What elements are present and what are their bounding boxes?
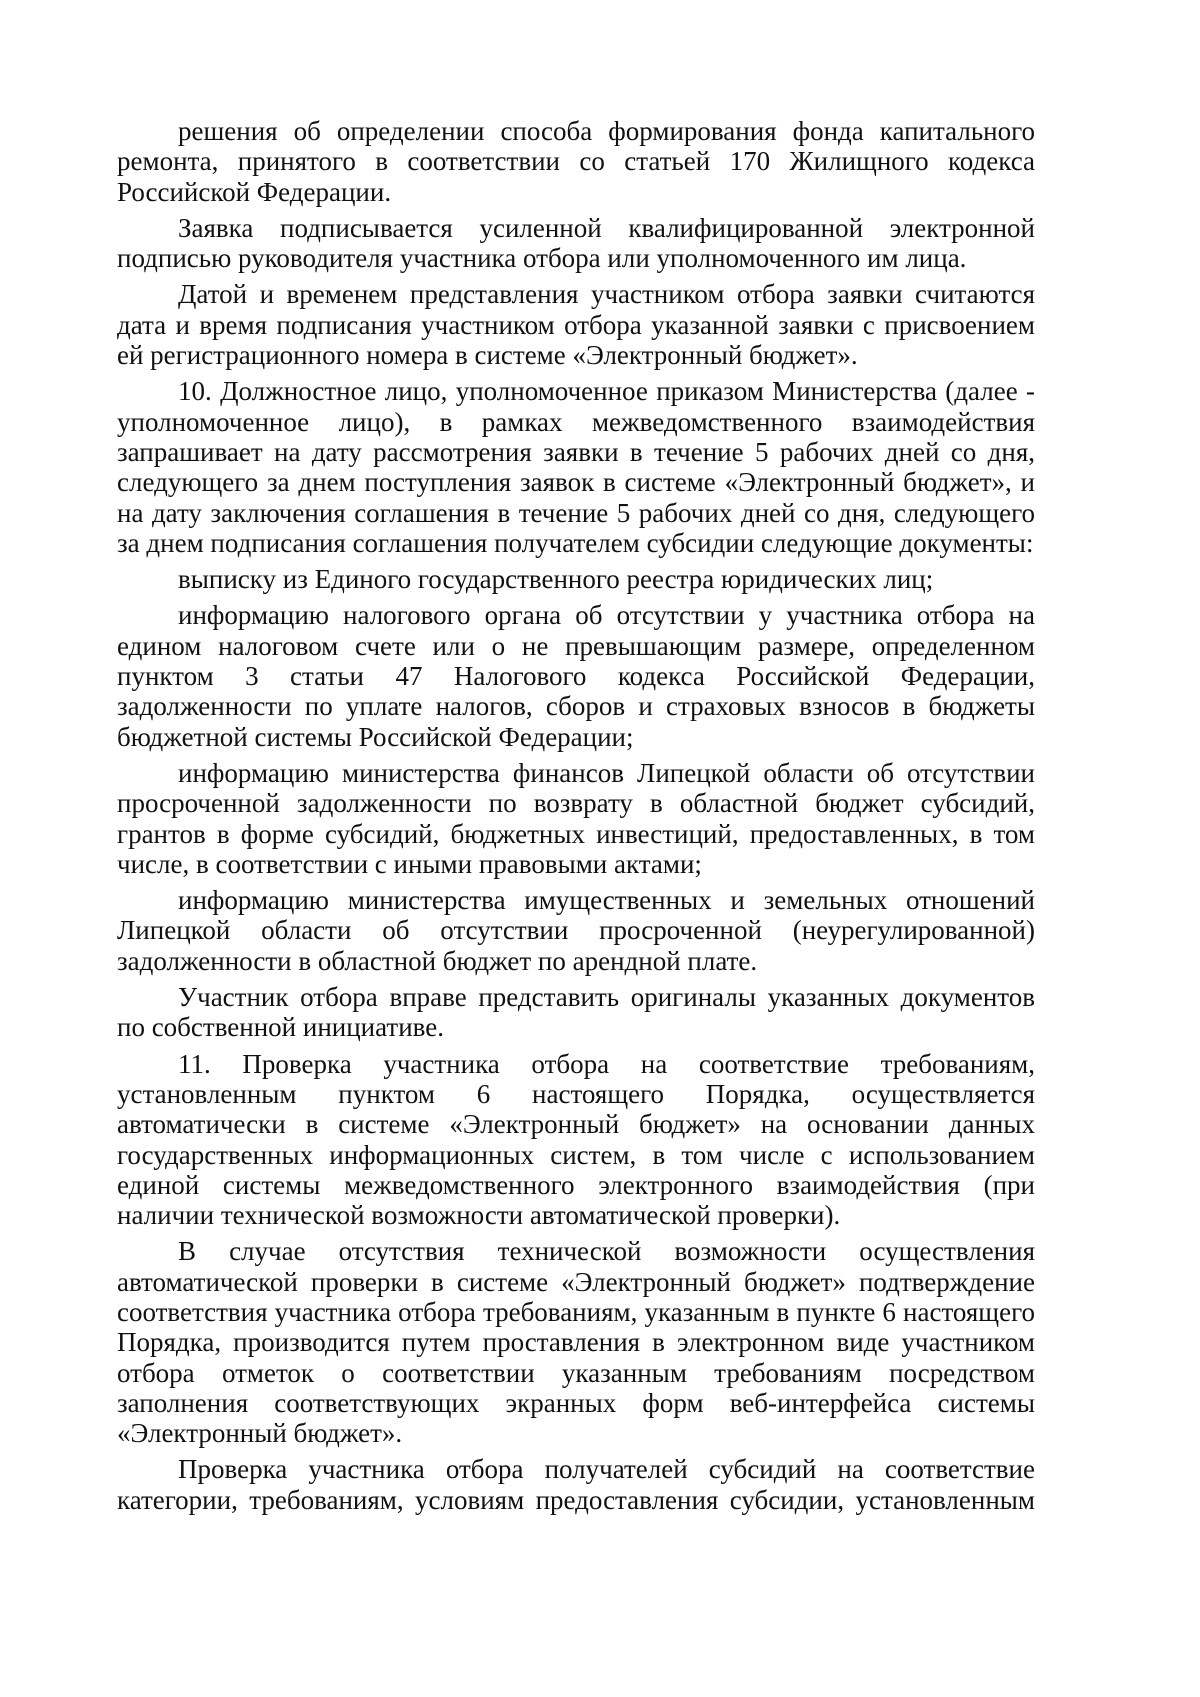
paragraph-2: Заявка подписывается усиленной квалифицированной электронной подписью руководителя участника отбора или уполномоченного им лица. [117,212,1035,274]
paragraph-8: информацию министерства имущественных и земельных отношений Липецкой области об отсутствии просроченной (неурегулированной) задолженности в областной бюджет по арендной плате. [117,885,1035,976]
paragraph-9: Участник отбора вправе представить оригиналы указанных документов по собственной инициативе. [117,982,1035,1043]
paragraph-10: 11. Проверка участника отбора на соответствие требованиям, установленным пунктом 6 настоящего Порядка, осуществляется автоматически в системе «Электронный бюджет» на основании данных государственных информационных систем, в том числе с использованием единой системы межведомственного электронного взаимодействия (при наличии технической возможности автоматической проверки). [117,1048,1035,1231]
paragraph-1: решения об определении способа формирования фонда капитального ремонта, принятого в соответствии со статьей 170 Жилищного кодекса Российской Федерации. [117,116,1035,207]
paragraph-7: информацию министерства финансов Липецкой области об отсутствии просроченной задолженности по возврату в областной бюджет субсидий, грантов в форме субсидий, бюджетных инвестиций, предоставленных, в том числе, в соответствии с иными правовыми актами; [117,757,1035,879]
document-page [117,116,1035,1521]
paragraph-3: Датой и временем представления участником отбора заявки считаются дата и время подписания участником отбора указанной заявки с присвоением ей регистрационного номера в системе «Электронный бюджет». [117,279,1035,371]
paragraph-5: выписку из Единого государственного реестра юридических лиц; [178,564,934,595]
paragraph-12: Проверка участника отбора получателей субсидий на соответствие категории, требованиям, условиям предоставления субсидии, установленным [117,1454,1035,1515]
paragraph-6: информацию налогового органа об отсутствии у участника отбора на едином налоговом счете или о не превышающим размере, определенном пунктом 3 статьи 47 Налогового кодекса Российской Федерации, задолженности по уплате налогов, сборов и страховых взносов в бюджеты бюджетной системы Российской Федерации; [117,600,1035,752]
paragraph-4: 10. Должностное лицо, уполномоченное приказом Министерства (далее - уполномоченное лицо), в рамках межведомственного взаимодействия запрашивает на дату рассмотрения заявки в течение 5 рабочих дней со дня, следующего за днем поступления заявок в системе «Электронный бюджет», и на дату заключения соглашения в течение 5 рабочих дней со дня, следующего за днем подписания соглашения получателем субсидии следующие документы: [117,376,1035,558]
paragraph-11: В случае отсутствия технической возможности осуществления автоматической проверки в системе «Электронный бюджет» подтверждение соответствия участника отбора требованиям, указанным в пункте 6 настоящего Порядка, производится путем проставления в электронном виде участником отбора отметок о соответствии указанным требованиям посредством заполнения соответствующих экранных форм веб-интерфейса системы «Электронный бюджет». [117,1236,1035,1449]
